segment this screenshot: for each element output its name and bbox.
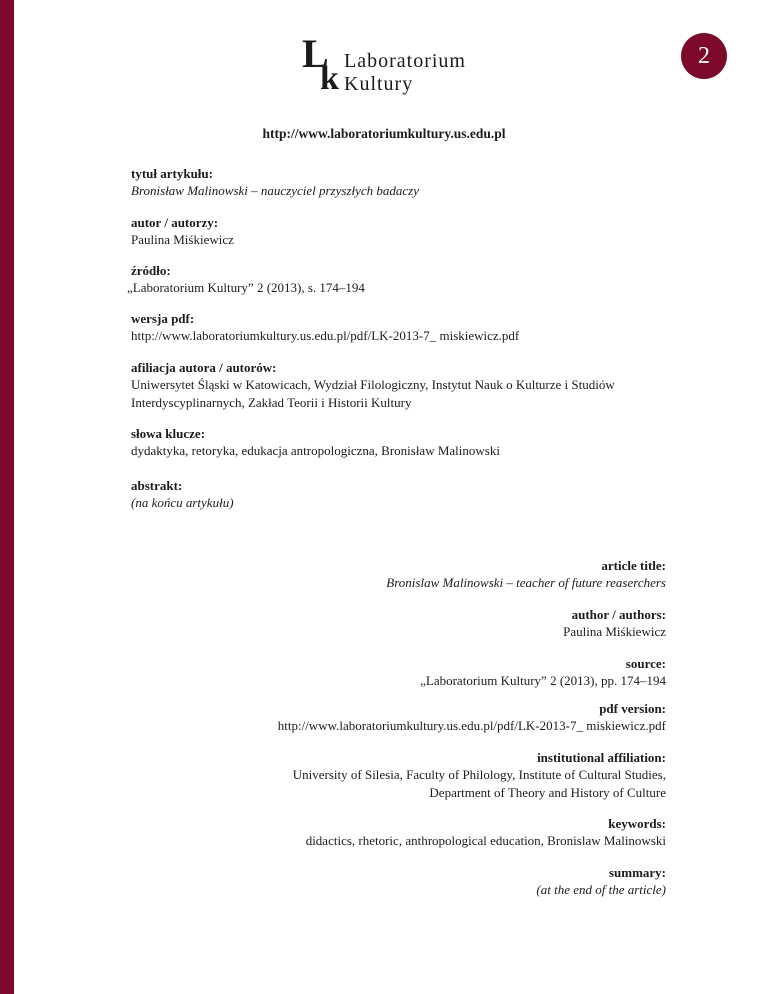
en-pdf-label: pdf version: (599, 701, 666, 716)
en-source-value: „Laboratorium Kultury” 2 (2013), pp. 174–194 (420, 673, 666, 688)
pl-source-label: źródło: (131, 263, 171, 278)
en-title-value: Bronislaw Malinowski – teacher of future reaserchers (386, 575, 666, 590)
en-source-block (146, 656, 666, 690)
en-keywords-value: didactics, rhetoric, anthropological education, Bronislaw Malinowski (305, 833, 666, 848)
en-author-block (146, 607, 666, 641)
en-keywords-label: keywords: (608, 816, 666, 831)
pl-keywords-block (131, 426, 691, 460)
en-summary-block (146, 865, 666, 899)
pl-keywords-value: dydaktyka, retoryka, edukacja antropologiczna, Bronisław Malinowski (131, 443, 500, 458)
en-pdf-block (66, 701, 666, 735)
en-title-label: article title: (601, 558, 666, 573)
journal-logo (302, 31, 502, 97)
pl-affiliation-line1: Uniwersytet Śląski w Katowicach, Wydział Filologiczny, Instytut Nauk o Kulturze i Studiów (131, 377, 615, 392)
pl-source-block (127, 263, 691, 297)
pl-affiliation-block (131, 360, 691, 412)
en-affiliation-label: institutional affiliation: (537, 750, 666, 765)
pl-pdf-block (131, 311, 691, 345)
logo-letter-k: k (320, 60, 339, 97)
pl-title-value: Bronisław Malinowski – nauczyciel przyszłych badaczy (131, 183, 420, 198)
pl-title-label: tytuł artykułu: (131, 166, 213, 181)
en-source-label: source: (625, 656, 666, 671)
logo-letter-l: L (302, 31, 329, 76)
pl-keywords-label: słowa klucze: (131, 426, 206, 441)
pl-abstract-value: (na końcu artykułu) (131, 495, 234, 510)
logo-name-line2: Kultury (344, 73, 414, 95)
pl-title-block (131, 166, 691, 200)
en-affiliation-block (146, 750, 666, 802)
en-author-value: Paulina Miśkiewicz (563, 624, 666, 639)
pl-author-block (131, 215, 691, 249)
en-affiliation-line1: University of Silesia, Faculty of Philology, Institute of Cultural Studies, (292, 767, 666, 782)
pl-affiliation-label: afiliacja autora / autorów: (131, 360, 277, 375)
en-summary-value: (at the end of the article) (536, 882, 666, 897)
en-affiliation-line2: Department of Theory and History of Culture (429, 785, 666, 800)
pl-pdf-link[interactable]: http://www.laboratoriumkultury.us.edu.pl/pdf/LK-2013-7_ miskiewicz.pdf (131, 328, 520, 343)
en-summary-label: summary: (608, 865, 666, 880)
en-keywords-block (146, 816, 666, 850)
pl-source-value: „Laboratorium Kultury” 2 (2013), s. 174–194 (127, 280, 365, 295)
pl-author-label: autor / autorzy: (131, 215, 219, 230)
pl-abstract-label: abstrakt: (131, 478, 183, 493)
site-url-link[interactable]: http://www.laboratoriumkultury.us.edu.pl (262, 126, 506, 141)
page-number-badge: 2 (681, 33, 727, 79)
pl-affiliation-line2: Interdyscyplinarnych, Zakład Teorii i Historii Kultury (131, 395, 412, 410)
pl-pdf-label: wersja pdf: (131, 311, 195, 326)
logo-name-line1: Laboratorium (344, 50, 466, 72)
left-spine-bar (0, 0, 14, 994)
en-author-label: author / authors: (571, 607, 666, 622)
en-pdf-link[interactable]: http://www.laboratoriumkultury.us.edu.pl/pdf/LK-2013-7_ miskiewicz.pdf (277, 718, 666, 733)
pl-author-value: Paulina Miśkiewicz (131, 232, 234, 247)
en-title-block (146, 558, 666, 592)
pl-abstract-block (131, 478, 691, 512)
